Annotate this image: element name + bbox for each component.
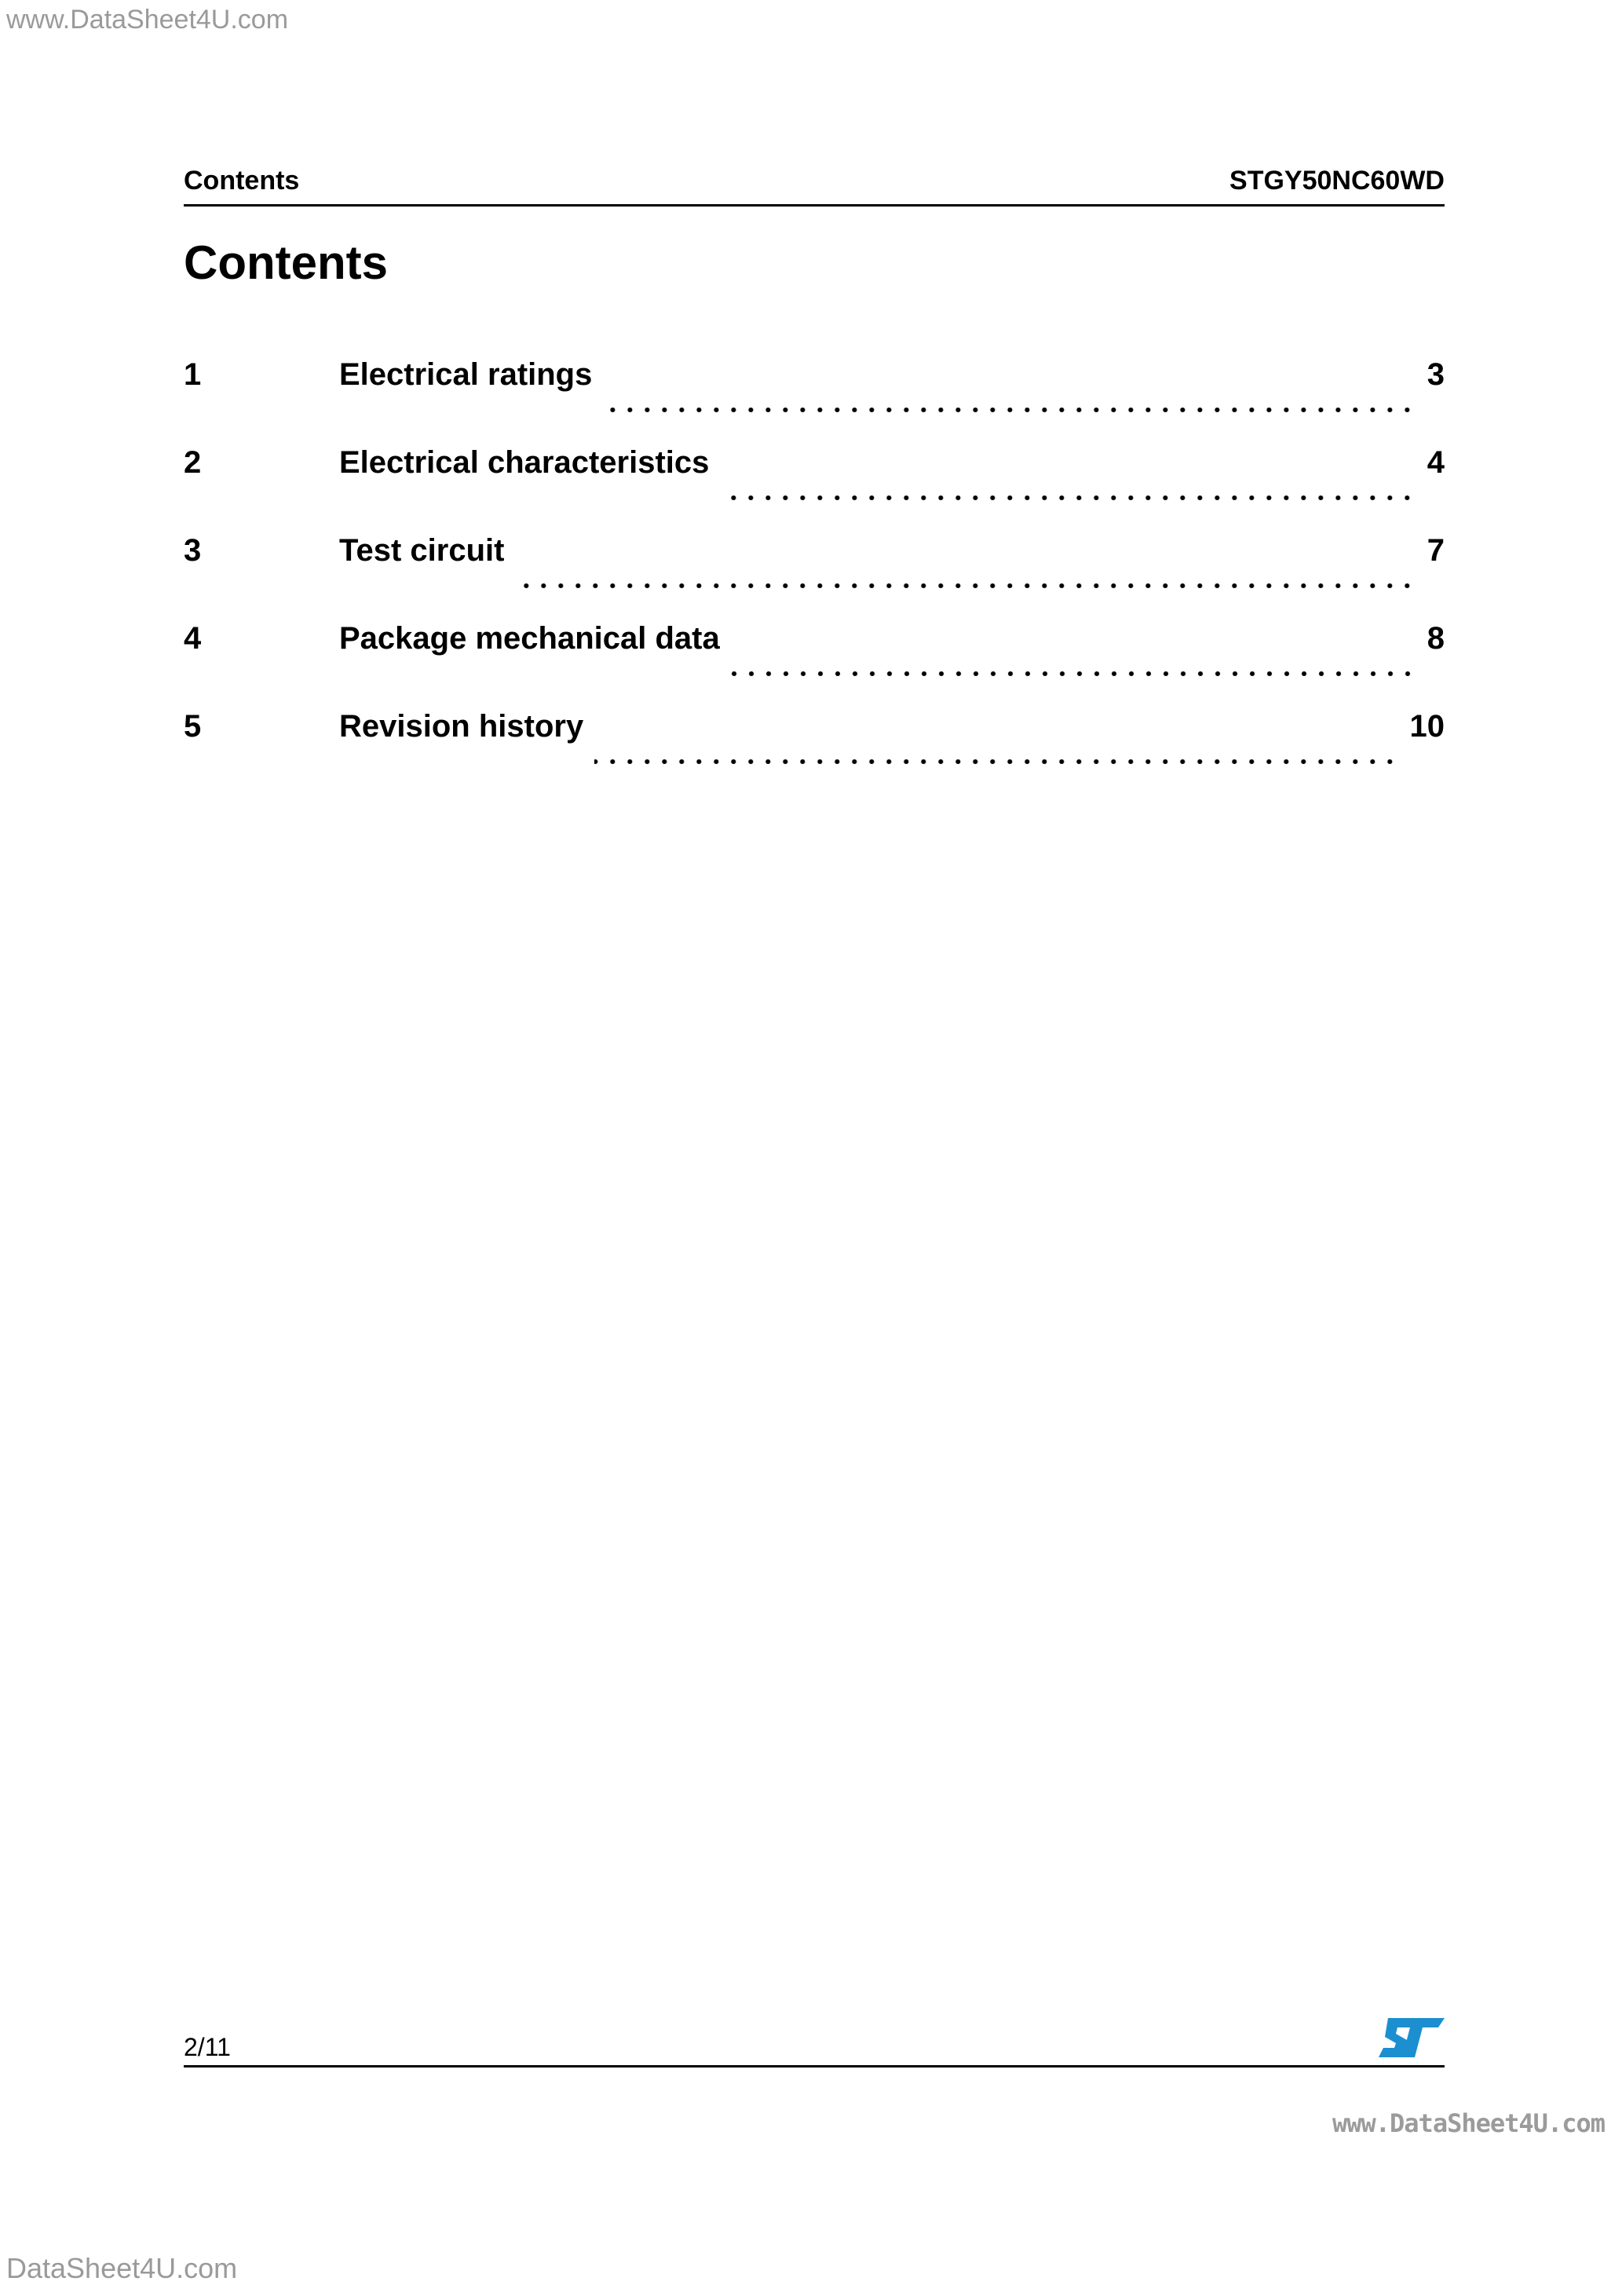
toc-entry-page: 4 (1427, 445, 1445, 480)
toc-entry[interactable] (184, 533, 1445, 621)
toc-entry-number: 2 (184, 445, 202, 480)
watermark-bottom: DataSheet4U.com (6, 2252, 238, 2284)
toc-entry-page: 7 (1427, 533, 1445, 568)
toc-entry-number: 4 (184, 621, 202, 656)
toc-entry-title: Test circuit (339, 533, 505, 568)
toc-entry-title: Electrical ratings (339, 357, 593, 392)
toc-entry-number: 5 (184, 709, 202, 744)
page-number: 2/11 (184, 2033, 231, 2061)
toc-entry-page: 3 (1427, 357, 1445, 392)
toc-entry-title: Electrical characteristics (339, 445, 710, 480)
toc-dot-leader (720, 495, 1416, 500)
table-of-contents (184, 357, 1445, 797)
page-header (184, 157, 1445, 207)
toc-entry-title: Revision history (339, 709, 584, 744)
toc-entry[interactable] (184, 445, 1445, 533)
toc-entry-page: 10 (1409, 709, 1445, 744)
toc-dot-leader (731, 671, 1416, 676)
page-footer (184, 2010, 1445, 2067)
toc-entry-number: 3 (184, 533, 202, 568)
toc-entry[interactable] (184, 709, 1445, 797)
toc-entry-number: 1 (184, 357, 202, 392)
header-part-number: STGY50NC60WD (1229, 165, 1445, 196)
st-logo-icon (1379, 2016, 1445, 2059)
toc-entry-page: 8 (1427, 621, 1445, 656)
toc-entry-title: Package mechanical data (339, 621, 720, 656)
watermark-right: www.DataSheet4U.com (1332, 2108, 1605, 2138)
toc-entry[interactable] (184, 357, 1445, 445)
toc-dot-leader (515, 583, 1416, 588)
toc-dot-leader (594, 759, 1398, 764)
page-title: Contents (184, 236, 388, 289)
header-section-label: Contents (184, 165, 300, 196)
toc-entry[interactable] (184, 621, 1445, 709)
toc-dot-leader (603, 408, 1416, 412)
watermark-top: www.DataSheet4U.com (6, 5, 289, 35)
